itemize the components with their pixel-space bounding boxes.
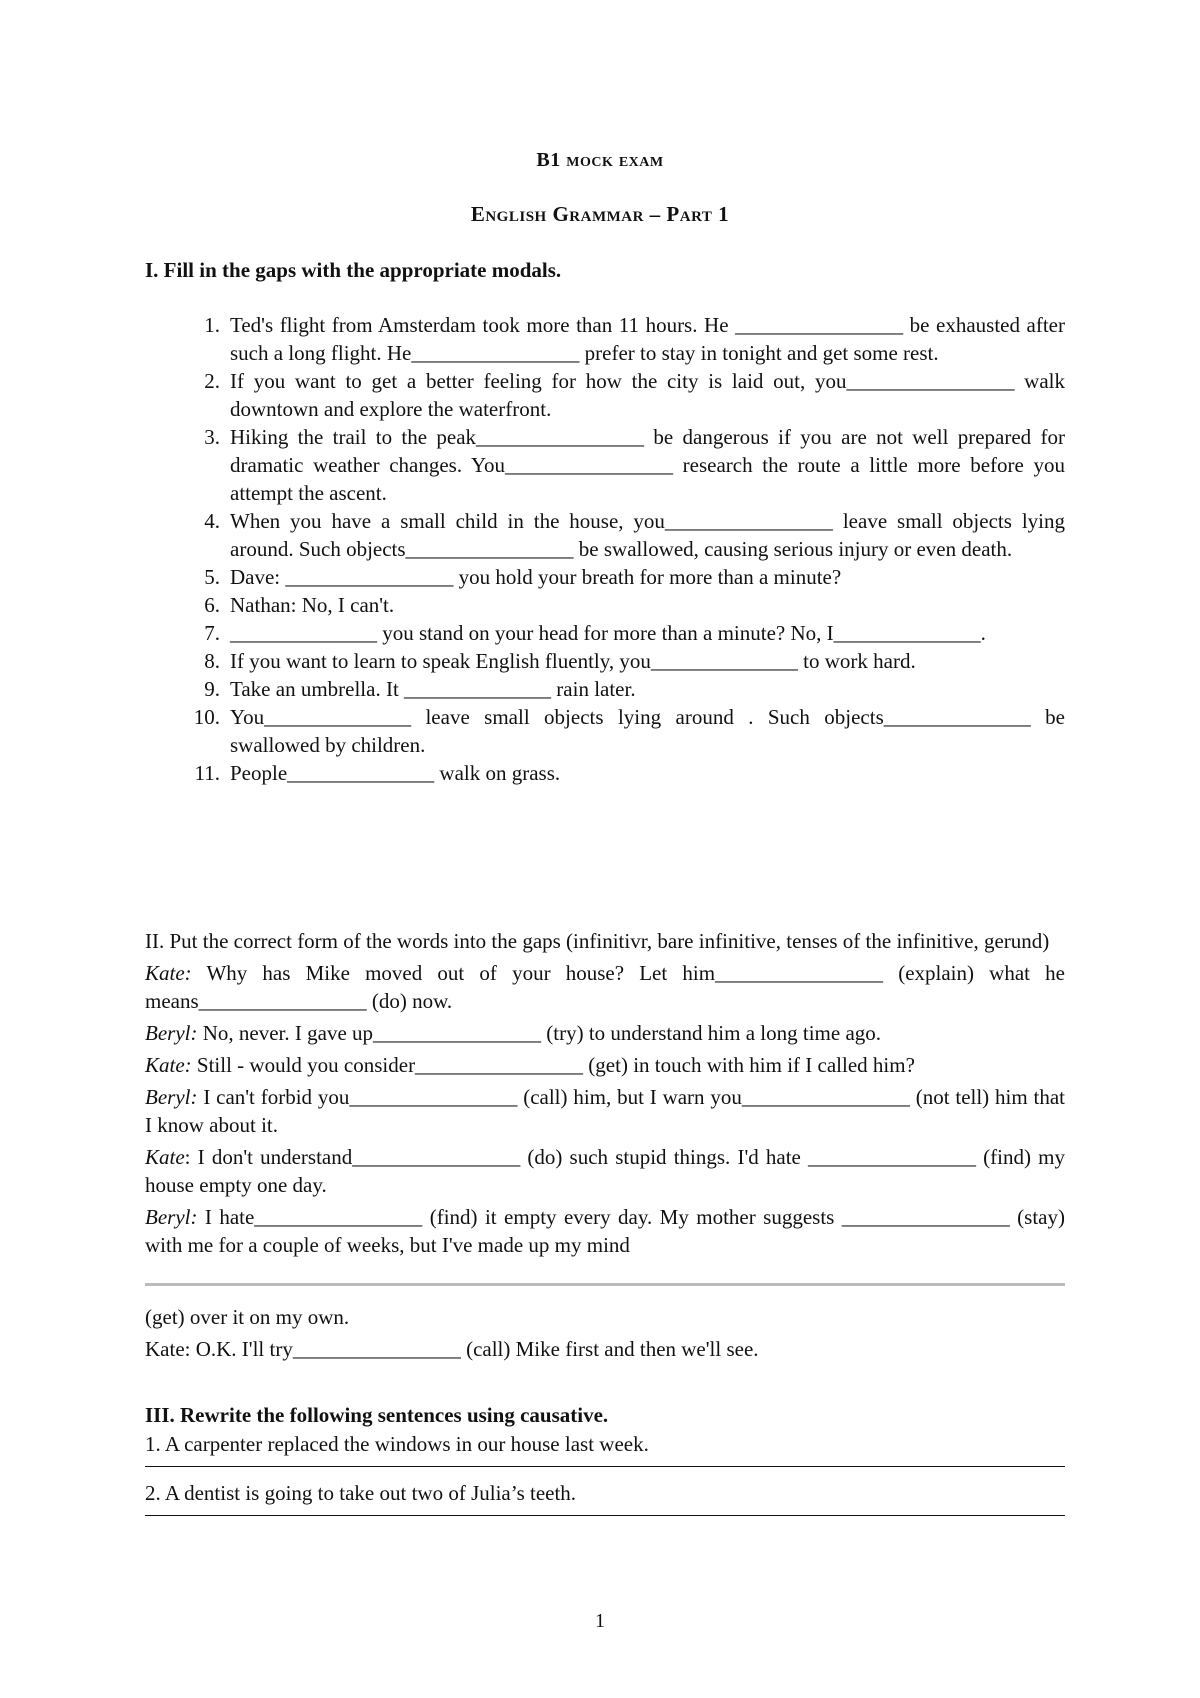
- section-2-heading: II. Put the correct form of the words into the gaps (infinitivr, bare infinitive, tenses of the infinitive, gerund): [145, 929, 1050, 953]
- sentence-item: 2. A dentist is going to take out two of Julia’s teeth.: [145, 1481, 577, 1505]
- sentence-item: 1. A carpenter replaced the windows in our house last week.: [145, 1432, 649, 1456]
- item-text: Ted's flight from Amsterdam took more than 11 hours. He ________________ be exhausted after such a long flight. He________________ prefer to stay in tonight and get some rest.: [230, 313, 1065, 365]
- item-number: 4.: [204, 509, 220, 533]
- item-number: 1.: [204, 313, 220, 337]
- item-text: Take an umbrella. It ______________ rain later.: [230, 677, 636, 701]
- item-number: 3.: [204, 425, 220, 449]
- item-number: 2.: [204, 369, 220, 393]
- item-number: 11.: [194, 761, 220, 785]
- dialogue-text: No, never. I gave up________________ (try) to understand him a long time ago.: [197, 1021, 882, 1045]
- dialogue-line: [145, 1143, 1065, 1199]
- list-item: [145, 367, 1065, 423]
- item-number: 5.: [204, 565, 220, 589]
- section-2-continued: [145, 1303, 1065, 1367]
- item-text: If you want to get a better feeling for how the city is laid out, you________________ walk downtown and explore the waterfront.: [230, 369, 1065, 421]
- dialogue-line: (get) over it on my own.: [145, 1305, 350, 1329]
- item-text: Nathan: No, I can't.: [230, 593, 395, 617]
- section-1-list: [145, 311, 1065, 787]
- speaker-name: Kate:: [145, 961, 192, 985]
- dialogue-text: I can't forbid you________________ (call) him, but I warn you________________ (not tell) him that I know about it.: [145, 1085, 1065, 1137]
- list-item: [145, 703, 1065, 759]
- dialogue-text: : I don't understand________________ (do) such stupid things. I'd hate ________________ (find) my house empty one day.: [145, 1145, 1065, 1197]
- speaker-name: Beryl:: [145, 1205, 198, 1229]
- exam-title: B1 mock exam: [536, 149, 664, 171]
- dialogue-line: [145, 959, 1065, 1015]
- list-item: [145, 591, 1065, 619]
- speaker-name: Beryl:: [145, 1085, 198, 1109]
- section-1-heading: I. Fill in the gaps with the appropriate modals.: [145, 258, 562, 282]
- dialogue-text: Still - would you consider________________ (get) in touch with him if I called him?: [191, 1053, 915, 1077]
- item-text: ______________ you stand on your head for more than a minute? No, I______________.: [230, 621, 986, 645]
- list-item: [145, 759, 1065, 787]
- dialogue-line: Kate: O.K. I'll try________________ (call) Mike first and then we'll see.: [145, 1337, 759, 1361]
- list-item: [145, 423, 1065, 507]
- section-3-heading: III. Rewrite the following sentences using causative.: [145, 1403, 609, 1427]
- section-3: [145, 1430, 1065, 1528]
- dialogue-line: [145, 1203, 1065, 1259]
- list-item: [145, 647, 1065, 675]
- dialogue-line: [145, 1019, 1065, 1047]
- answer-line: [145, 1515, 1065, 1516]
- dialogue-text: I hate________________ (find) it empty every day. My mother suggests ________________ (stay) with me for a couple of weeks, but I've made up my mind: [145, 1205, 1065, 1257]
- page-number: 1: [595, 1610, 605, 1632]
- speaker-name: Kate: [145, 1145, 185, 1169]
- item-text: People______________ walk on grass.: [230, 761, 561, 785]
- list-item: [145, 563, 1065, 591]
- item-number: 8.: [204, 649, 220, 673]
- answer-line: [145, 1466, 1065, 1467]
- list-item: [145, 675, 1065, 703]
- dialogue-text: Why has Mike moved out of your house? Let him________________ (explain) what he means________________ (do) now.: [145, 961, 1065, 1013]
- page-break-divider: [145, 1283, 1065, 1286]
- exam-subtitle: English Grammar – Part 1: [470, 202, 730, 226]
- dialogue-line: [145, 1083, 1065, 1139]
- item-text: If you want to learn to speak English fluently, you______________ to work hard.: [230, 649, 916, 673]
- section-2: [145, 927, 1065, 1263]
- item-number: 10.: [193, 705, 220, 729]
- list-item: [145, 311, 1065, 367]
- dialogue-line: [145, 1051, 1065, 1079]
- item-number: 7.: [204, 621, 220, 645]
- item-number: 9.: [204, 677, 220, 701]
- list-item: [145, 507, 1065, 563]
- speaker-name: Kate:: [145, 1053, 192, 1077]
- speaker-name: Beryl:: [145, 1021, 198, 1045]
- item-number: 6.: [204, 593, 220, 617]
- item-text: When you have a small child in the house, you________________ leave small objects lying around. Such objects________________ be swallowed, causing serious injury or even death.: [230, 509, 1065, 561]
- item-text: Dave: ________________ you hold your breath for more than a minute?: [230, 565, 842, 589]
- list-item: [145, 619, 1065, 647]
- item-text: Hiking the trail to the peak________________ be dangerous if you are not well prepared for dramatic weather changes. You________________ research the route a little more before you attempt the ascent.: [230, 425, 1065, 505]
- item-text: You______________ leave small objects lying around . Such objects______________ be swallowed by children.: [230, 705, 1065, 757]
